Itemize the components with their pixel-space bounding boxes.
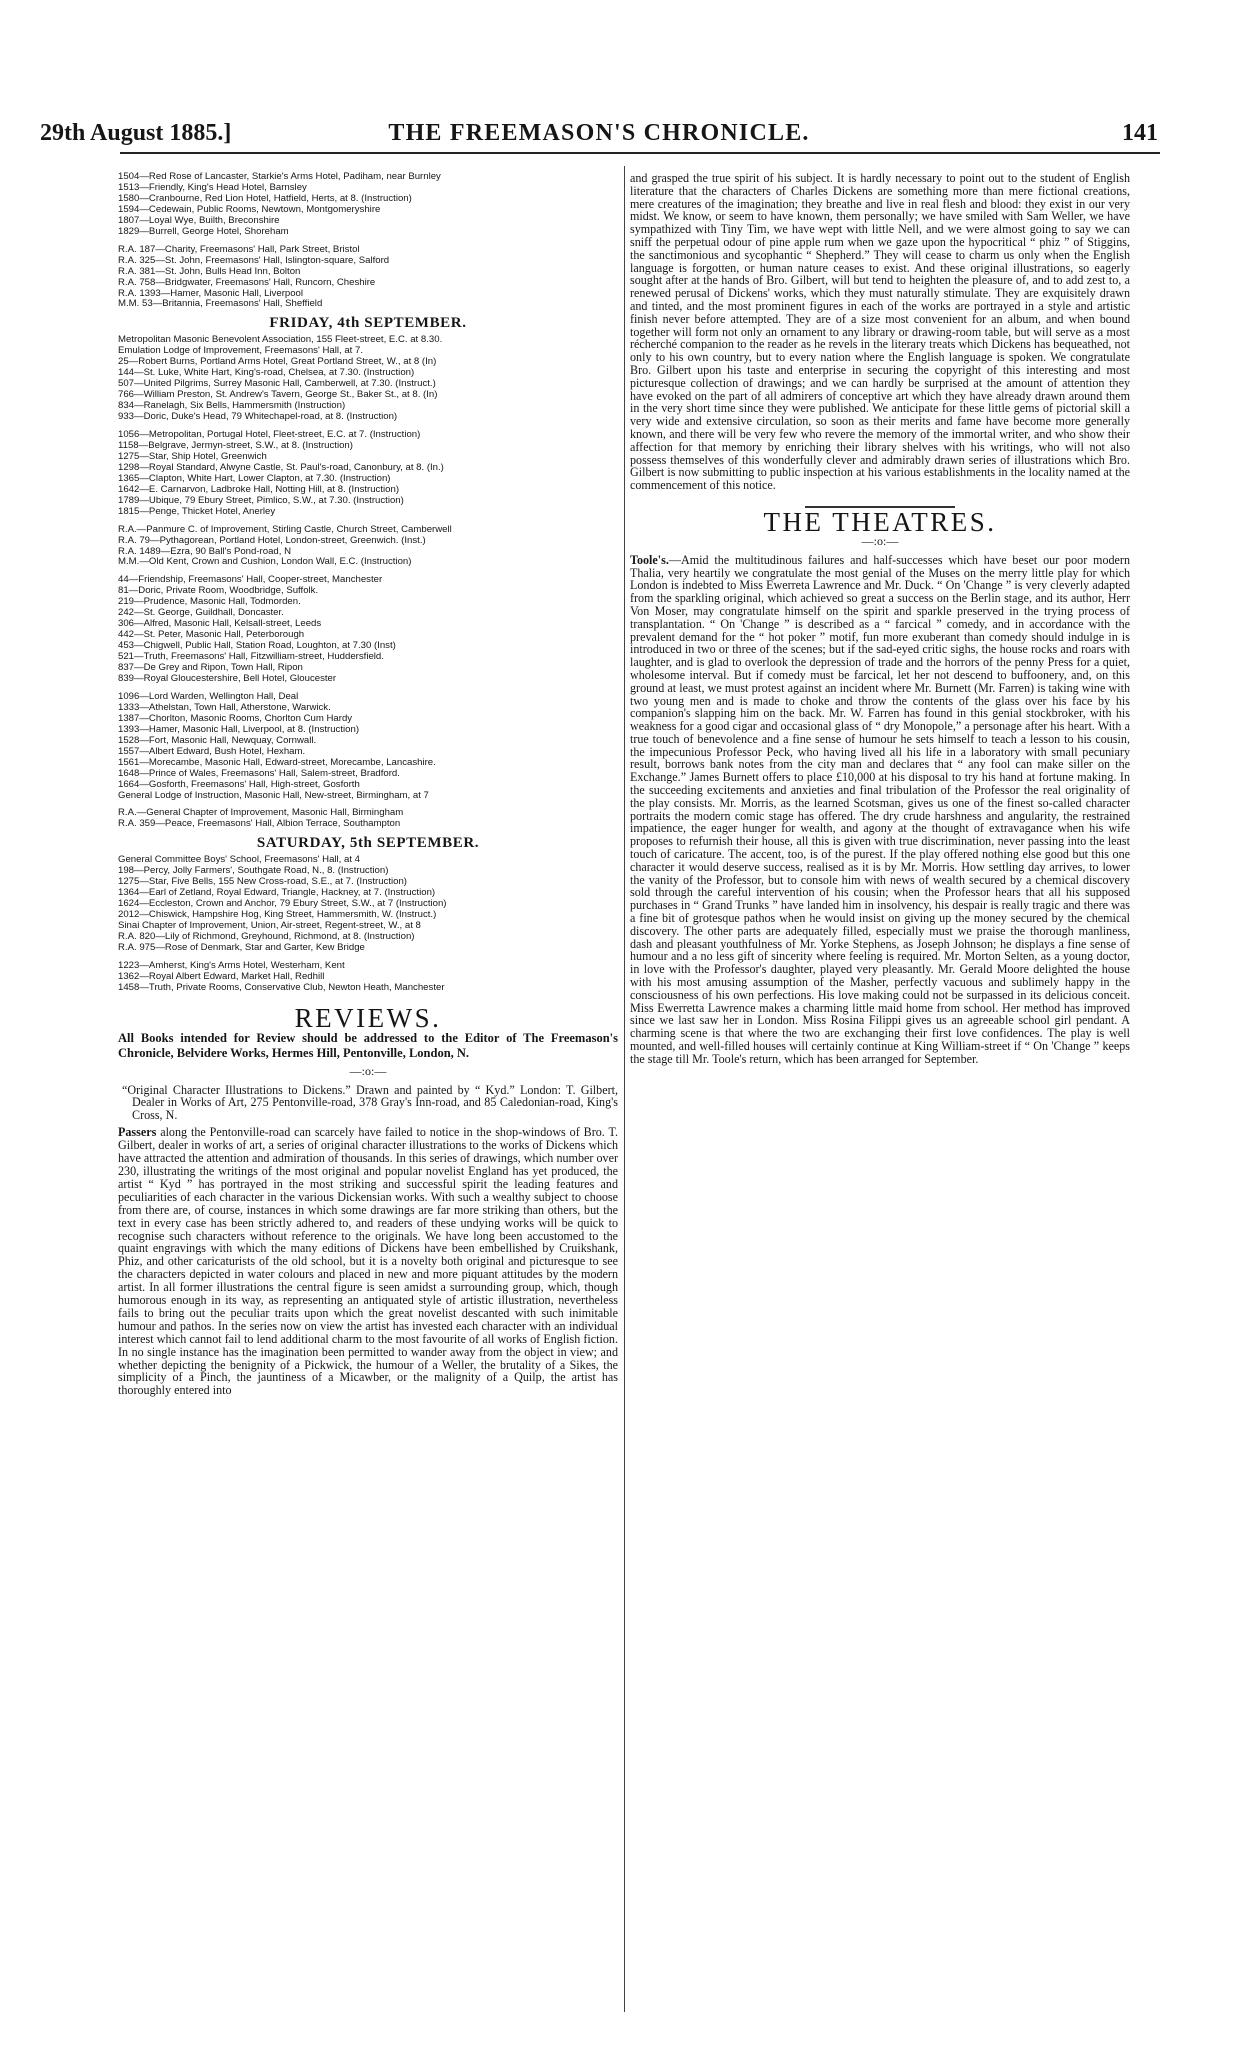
lodge-entry: General Lodge of Instruction, Masonic Hall, New-street, Birmingham, at 7 — [118, 790, 429, 801]
lodge-entry: Sinai Chapter of Improvement, Union, Air-street, Regent-street, W., at 8 — [118, 921, 421, 931]
lodge-entry: M.M.—Old Kent, Crown and Cushion, London Wall, E.C. (Instruction) — [118, 557, 412, 568]
lodge-entry: 44—Friendship, Freemasons' Hall, Cooper-street, Manchester — [118, 575, 383, 586]
lodge-entry: R.A. 1393—Hamer, Masonic Hall, Liverpool — [118, 288, 304, 299]
lodge-entry: 1580—Cranbourne, Red Lion Hotel, Hatfield, Herts, at 8. (Instruction) — [118, 193, 412, 204]
review-text: along the Pentonville-road can scarcely have failed to notice in the shop-windows of Bro. T. Gilbert, dealer in works of art, a series of original character illustrations to the works of Dickens which have attracted the attention and admiration of thousands. In this series of drawings, which number over 230, illustrating the writings of the most original and popular novelist England has yet produced, the artist “ Kyd ” has portrayed in the most striking and successful spirit the leading features and peculiarities of each character in the various Dickensian works. With such a wealthy subject to choose from there are, of course, instances in which some drawings are far more striking than others, but the text in every case has been strictly adhered to, and readers of these undying works will be quick to recognise such characters without reference to the originals. We have long been accustomed to the quaint engravings with which the many editions of Dickens have been embellished by Cruikshank, Phiz, and other caricaturists of the old school, but it is a novelty both original and picturesque to see the characters depicted in water colours and placed in new and more piquant attitudes by the modern artist. In all former illustrations the central figure is seen amidst a surrounding group, which, though humorous enough in its way, as representing an antiquated style of artistic illustration, nevertheless fails to bring out the peculiar traits upon which the great novelist descanted with such inimitable humour and pathos. In the series now on view the artist has invested each character with an individual interest which cannot fail to lend additional charm to the most favourite of all works of English fiction. In no single instance has the imagination been permitted to wander away from the object in view; and whether depicting the benignity of a Pickwick, the humour of a Weller, the brutality of a Sikes, the simplicity of a Pinch, the jauntiness of a Micawber, or the malignity of a Quilp, the artist has thoroughly entered into — [118, 1125, 618, 1398]
lodge-entry: 1298—Royal Standard, Alwyne Castle, St. Paul's-road, Canonbury, at 8. (In.) — [118, 462, 444, 473]
lodge-entry: 442—St. Peter, Masonic Hall, Peterborough — [118, 630, 305, 641]
lodge-entry: 1624—Eccleston, Crown and Anchor, 79 Ebury Street, S.W., at 7 (Instruction) — [118, 899, 447, 910]
reviews-separator: —:o:— — [349, 1063, 387, 1078]
left-column — [118, 172, 618, 2032]
lodge-entry: 1333—Athelstan, Town Hall, Atherstone, Warwick. — [118, 702, 331, 713]
lodge-entry: R.A. 187—Charity, Freemasons' Hall, Park Street, Bristol — [118, 244, 360, 255]
friday-lodge-list — [118, 335, 618, 830]
lodge-entry: 507—United Pilgrims, Surrey Masonic Hall, Camberwell, at 7.30. (Instruct.) — [118, 379, 436, 390]
lodge-group — [118, 808, 618, 830]
lodge-entry: 1364—Earl of Zetland, Royal Edward, Triangle, Hackney, at 7. (Instruction) — [118, 888, 436, 899]
saturday-heading: SATURDAY, 5th SEPTEMBER. — [256, 835, 480, 852]
lodge-entry: R.A. 1489—Ezra, 90 Ball's Pond-road, N — [118, 546, 292, 557]
lodge-entry: 933—Doric, Duke's Head, 79 Whitechapel-road, at 8. (Instruction) — [118, 412, 398, 423]
theatre-lead: Toole's. — [630, 552, 669, 567]
lodge-entry: R.A. 381—St. John, Bulls Head Inn, Bolton — [118, 266, 301, 277]
lodge-entry: 1458—Truth, Private Rooms, Conservative Club, Newton Heath, Manchester — [118, 982, 445, 993]
lodge-entry: R.A. 820—Lily of Richmond, Greyhound, Richmond, at 8. (Instruction) — [118, 931, 415, 942]
lodge-entry: M.M. 53—Britannia, Freemasons' Hall, Sheffield — [118, 299, 323, 310]
lodge-entry: 1365—Clapton, White Hart, Lower Clapton, at 7.30. (Instruction) — [118, 473, 391, 484]
lodge-entry: 81—Doric, Private Room, Woodbridge, Suffolk. — [118, 586, 319, 597]
lodge-group — [118, 430, 618, 518]
lodge-entry: 837—De Grey and Ripon, Town Hall, Ripon — [118, 663, 303, 674]
theatres-heading: THE THEATRES. — [763, 506, 997, 537]
lodge-entry: Metropolitan Masonic Benevolent Association, 155 Fleet-street, E.C. at 8.30. — [118, 335, 443, 346]
lodge-entry: R.A. 359—Peace, Freemasons' Hall, Albion Terrace, Southampton — [118, 819, 401, 830]
lodge-entry: 1275—Star, Five Bells, 155 New Cross-road, S.E., at 7. (Instruction) — [118, 877, 407, 888]
lodge-entry: R.A.—Panmure C. of Improvement, Stirling Castle, Church Street, Camberwell — [118, 524, 452, 535]
lodge-entry: 521—Truth, Freemasons' Hall, Fitzwilliam-street, Huddersfield. — [118, 652, 384, 663]
right-column — [630, 172, 1130, 2002]
lodge-entry: 453—Chigwell, Public Hall, Station Road, Loughton, at 7.30 (Inst) — [118, 641, 396, 652]
column-rule — [624, 166, 625, 2012]
lodge-group — [118, 335, 618, 423]
lodge-group — [118, 692, 618, 802]
lodge-entry: 1829—Burrell, George Hotel, Shoreham — [118, 226, 289, 237]
lodge-entry: 1096—Lord Warden, Wellington Hall, Deal — [118, 691, 299, 702]
lodge-entry: 1223—Amherst, King's Arms Hotel, Westerham, Kent — [118, 960, 345, 971]
lodge-entry: R.A. 758—Bridgwater, Freemasons' Hall, Runcorn, Cheshire — [118, 277, 376, 288]
lodge-entry: 1642—E. Carnarvon, Ladbroke Hall, Notting Hill, at 8. (Instruction) — [118, 484, 400, 495]
lodge-group — [118, 525, 618, 569]
lodge-entry: 1807—Loyal Wye, Builth, Breconshire — [118, 215, 280, 226]
friday-heading: FRIDAY, 4th SEPTEMBER. — [269, 315, 467, 332]
lodge-group — [118, 855, 618, 954]
masthead-title: THE FREEMASON'S CHRONICLE. — [388, 120, 810, 146]
theatre-text: —Amid the multitudinous failures and half-successes which have beset our poor modern Thalia, very heartily we congratulate the most genial of the Muses on the merry little play for which London is indebted to Miss Ewerreta Lawrence and Mr. Duck. “ On 'Change ” is very cleverly adapted from the sparkling original, which achieved so great a success on the Berlin stage, and its author, Herr Von Moser, may congratulate himself on the spirit and sparkle preserved in the trying process of transplantation. “ On 'Change ” is described as a “ farcical ” comedy, and in accordance with the prevalent demand for the “ hot poker ” motif, fun more exuberant than comedy should indulge in is introduced in two or three of the scenes; but if the sad-eyed critic sighs, the house rocks and roars with laughter, and is glad to overlook the depression of trade and the horrors of the penny Press for a quiet, wholesome interval. But if comedy must be farcical, let her not descend to buffoonery, and, on this ground at least, we must protest against an incident where Mr. Burnett (Mr. Farren) is taking wine with two young men and is made to choke and throw the contents of the glass over his face by his companion's slapping him on the back. Mr. W. Farren has found in this genial stockbroker, with his weakness for a good cigar and occasional glass of “ dry Monopole,” a personage after his heart. With a true touch of benevolence and a fine sense of humour he sets himself to teach a lesson to his cousin, the impecunious Professor Peck, who having lived all his life in a laboratory with small pecuniary result, borrows bank notes from the city man and declares that “ any fool can make siller on the Exchange.” James Burnett offers to place £10,000 at his disposal to try his hand at fortune making. In the succeeding excitements and anxieties and final tribulation of the Professor the real originality of the play consists. Mr. Morris, as the learned Scotsman, gives us one of the finest so-called character portraits the modern comic stage has offered. The dry crude harshness and angularity, the restrained impatience, the eager hunger for wealth, and agony at the thought of extravagance when his wife proposes to refurnish their house, all this is given with true discrimination, never passing into the least touch of caricature. The accent, too, is of the purest. If the play offered nothing else good but this one character it would deserve success, realised as it is by Mr. Morris. How settling day arrives, to lower the vanity of the Professor, but to console him with news of wealth secured by a chemical discovery sold through the careful intervention of his cousin; when the Professor hears that all his supposed purchases in “ Grand Trunks ” have landed him in insolvency, his despair is really tragic and there was a fine bit of grotesque pathos when he would insist on giving up the money secured by the chemical discovery. The other parts are adequately filled, especially must we praise the thorough manliness, dash and pleasant youthfulness of Mr. Yorke Stephens, as Joseph Johnson; he displays a fine sense of humour and a no less gift of sincerity where feeling is required. Mr. Morton Selten, as a young doctor, in love with the Professor's daughter, played very pleasantly. Mr. Gerald Moore delighted the house with his most amusing assumption of the Masher, perfectly vacuous and sublimely happy in the consciousness of his own perfections. His love making could not be surpassed in its delicious conceit. Miss Ewerretta Lawrence makes a charming little maid home from school. Her method has improved since we last saw her in London. Miss Rosina Filippi gives us an agreeable school girl pendant. A charming scene is that where the two are exchanging their first love confidences. The play is well mounted, and well-filled houses will certainly continue at King William-street if “ On 'Change ” keeps the stage till Mr. Toole's return, which has been arranged for September. — [630, 552, 1130, 1066]
lodge-entry: 2012—Chiswick, Hampshire Hog, King Street, Hammersmith, W. (Instruct.) — [118, 910, 437, 921]
lodge-entry: R.A. 79—Pythagorean, Portland Hotel, London-street, Greenwich. (Inst.) — [118, 535, 426, 546]
book-title-entry: “Original Character Illustrations to Dickens.” Drawn and painted by “ Kyd.” London: T. Gilbert, Dealer in Works of Art, 275 Pentonville-road, 378 Gray's Inn-road, and 85 Caledonian-road, King's Cross, N. — [122, 1082, 618, 1123]
lodge-entry: 242—St. George, Guildhall, Doncaster. — [118, 608, 284, 619]
lodge-entry: 198—Percy, Jolly Farmers', Southgate Road, N., 8. (Instruction) — [118, 866, 389, 877]
lodge-entry: 1815—Penge, Thicket Hotel, Anerley — [118, 506, 276, 517]
lodge-entry: 1557—Albert Edward, Bush Hotel, Hexham. — [118, 746, 306, 757]
lodge-entry: 306—Alfred, Masonic Hall, Kelsall-street, Leeds — [118, 619, 322, 630]
review-lead: Passers — [118, 1125, 157, 1140]
lodge-entry: 1158—Belgrave, Jermyn-street, S.W., at 8. (Instruction) — [118, 440, 353, 451]
issue-date: 29th August 1885.] — [40, 120, 232, 146]
lodge-entry: 1056—Metropolitan, Portugal Hotel, Fleet-street, E.C. at 7. (Instruction) — [118, 429, 421, 440]
lodge-entry: 1594—Cedewain, Public Rooms, Newtown, Montgomeryshire — [118, 204, 381, 215]
lodge-entry: 1275—Star, Ship Hotel, Greenwich — [118, 451, 267, 462]
theatres-separator: —:o:— — [861, 533, 899, 548]
lodge-entry: 1664—Gosforth, Freemasons' Hall, High-street, Gosforth — [118, 779, 360, 790]
lodge-entry: 834—Ranelagh, Six Bells, Hammersmith (Instruction) — [118, 401, 346, 412]
page-header — [40, 120, 1158, 160]
lodge-entry: 1387—Chorlton, Masonic Rooms, Chorlton Cum Hardy — [118, 713, 353, 724]
saturday-lodge-list — [118, 855, 618, 993]
lodge-entry: 1648—Prince of Wales, Freemasons' Hall, Salem-street, Bradford. — [118, 768, 400, 779]
lodge-entry: 219—Prudence, Masonic Hall, Todmorden. — [118, 597, 301, 608]
lodge-entry: R.A.—General Chapter of Improvement, Masonic Hall, Birmingham — [118, 808, 404, 819]
lodge-entry: R.A. 975—Rose of Denmark, Star and Garter, Kew Bridge — [118, 942, 365, 953]
lodge-entry: 1789—Ubique, 79 Ebury Street, Pimlico, S.W., at 7.30. (Instruction) — [118, 495, 404, 506]
lodge-entry: 1561—Morecambe, Masonic Hall, Edward-street, Morecambe, Lancashire. — [118, 757, 436, 768]
theatre-review — [630, 554, 1130, 1066]
lodge-entry: 144—St. Luke, White Hart, King's-road, Chelsea, at 7.30. (Instruction) — [118, 368, 415, 379]
lodge-entry: 1528—Fort, Masonic Hall, Newquay, Cornwall. — [118, 735, 317, 746]
lodge-list-intro — [118, 172, 618, 310]
lodge-entry: 25—Robert Burns, Portland Arms Hotel, Great Portland Street, W., at 8 (In) — [118, 357, 437, 368]
header-rule — [120, 152, 1160, 154]
lodge-group — [118, 961, 618, 994]
lodge-group — [118, 172, 618, 238]
lodge-group — [118, 245, 618, 311]
reviews-heading: REVIEWS. — [294, 1002, 442, 1033]
lodge-entry: 766—William Preston, St. Andrew's Tavern, George St., Baker St., at 8. (In) — [118, 390, 438, 401]
lodge-entry: 1513—Friendly, King's Head Hotel, Barnsley — [118, 182, 307, 193]
reviews-notice: All Books intended for Review should be addressed to the Editor of The Freemason's Chronicle, Belvidere Works, Hermes Hill, Pentonville, London, N. — [118, 1030, 618, 1060]
lodge-group — [118, 575, 618, 685]
lodge-entry: 1504—Red Rose of Lancaster, Starkie's Arms Hotel, Padiham, near Burnley — [118, 172, 441, 182]
lodge-entry: 1393—Hamer, Masonic Hall, Liverpool, at 8. (Instruction) — [118, 724, 360, 735]
review-body — [118, 1126, 618, 1397]
lodge-entry: Emulation Lodge of Improvement, Freemasons' Hall, at 7. — [118, 346, 363, 357]
review-continuation: and grasped the true spirit of his subject. It is hardly necessary to point out to the student of English literature that the characters of Charles Dickens are something more than mere fictional creations, mere creatures of the imagination; they breathe and live in real flesh and blood: they exist in our very midst. We know, or seem to have known, them personally; we have smiled with Sam Weller, we have sympathized with Tiny Tim, we have wept with little Nell, and we were almost going to say we can sniff the perpetual odour of pine apple rum when we gaze upon the hypocritical “ phiz ” of Stiggins, the sanctimonious and sycophantic “ Shepherd.” They will cease to charm us only when the English language is forgotten, or human nature ceases to exist. And these original illustrations, so eagerly sought after at the hands of Bro. Gilbert, will but tend to heighten the pleasure of, and to add zest to, a renewed perusal of Dickens' works, which they must naturally stimulate. They are exquisitely drawn and tinted, and the most prominent figures in each of the works are portrayed in a style and artistic finish never before attempted. They are of a size most convenient for an album, and when bound together will form not only an ornament to any library or drawing-room table, but will serve as a most récherché companion to the reader as he revels in the literary treats which Dickens has bequeathed, not only to his own country, but to every nation where the English language is spoken. We congratulate Bro. Gilbert upon his taste and enterprise in securing the copyright of this interesting and most picturesque collection of drawings; and we can hardly be surprised at the amount of attention they have evoked on the part of all admirers of conceptive art which they have already drawn around them in the very short time since they were published. We anticipate for these little gems of pictorial skill a very wide and extensive circulation, so soon as their merits and fame have become more generally known, and there will be very few who revere the memory of the immortal writer, and who show their affection for that memory by enriching their library shelves with his writings, who will not also possess themselves of this wonderfully clever and admirably drawn series of illustrations which Bro. Gilbert is now submitting to public inspection at his various establishments in the locality named at the commencement of this notice. — [630, 171, 1130, 493]
page-number: 141 — [1122, 120, 1158, 146]
lodge-entry: R.A. 325—St. John, Freemasons' Hall, Islington-square, Salford — [118, 255, 390, 266]
lodge-entry: 839—Royal Gloucestershire, Bell Hotel, Gloucester — [118, 673, 337, 684]
lodge-entry: 1362—Royal Albert Edward, Market Hall, Redhill — [118, 971, 325, 982]
lodge-entry: General Committee Boys' School, Freemasons' Hall, at 4 — [118, 855, 361, 866]
